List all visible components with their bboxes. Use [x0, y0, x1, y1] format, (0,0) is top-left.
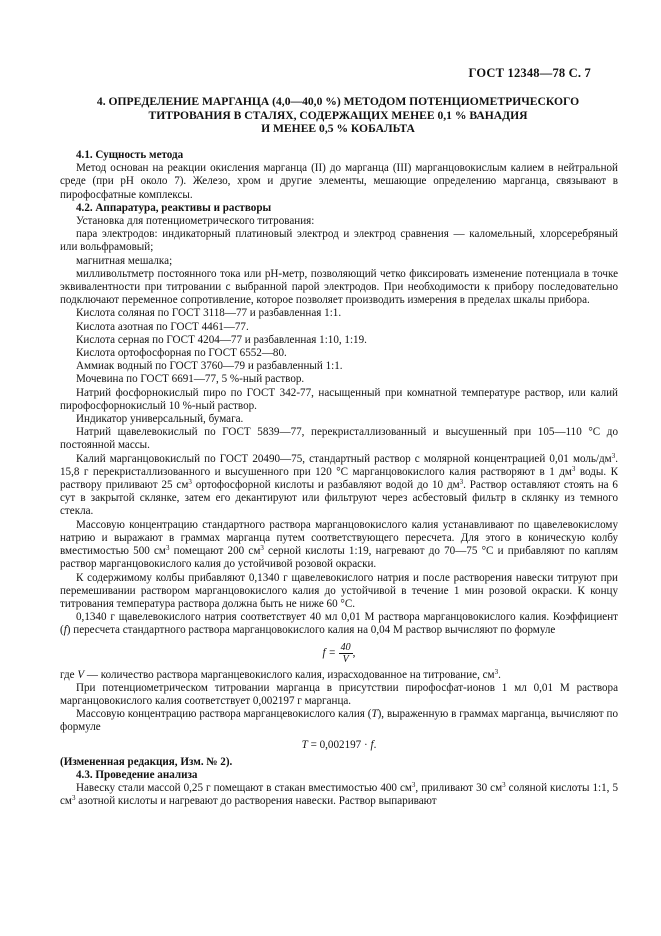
paragraph: Метод основан на реакции окисления марганца (II) до марганца (III) марганцовокислым калием в нейтральной среде (при pH около 7). Железо, хром и другие элементы, мешающие определению марганца, связывают в пирофосфатные комплексы. [60, 162, 618, 201]
formula-tail: , [352, 646, 356, 659]
text-run: воды. К раствору приливают 25 см [60, 465, 619, 492]
formula-lhs: f = [322, 646, 336, 659]
amendment-note: (Измененная редакция, Изм. № 2). [60, 755, 233, 768]
paragraph: Установка для потенциометрического титрования: [76, 215, 315, 228]
formula-rhs: = 0,002197 · [307, 738, 371, 751]
subsection-heading: 4.1. Сущность метода [76, 149, 184, 161]
superscript: 3 [165, 544, 170, 553]
paragraph: милливольтметр постоянного тока или pH-метр, позволяющий четко фиксировать изменение потенциала в точке эквивалентности при титровании с выбранной парой электродов. При необходимости к прибору последовательно подключают переменное сопротивление, которое позволяет производить измерения в пределах шкалы прибора. [60, 267, 618, 307]
reagent-item: Натрий фосфорнокислый пиро по ГОСТ 342-77, насыщенный при комнатной температуре раствор, или калий пирофосфорнокислый 10 %-ный раствор. [60, 386, 618, 412]
superscript: 3 [571, 464, 576, 473]
text-run: ортофосфорной кислоты и разбавляют водой до 10 дм [191, 479, 460, 492]
text-run: соляной кислоты 1:1, 5 см [60, 782, 619, 808]
paragraph: При потенциометрическом титровании марганца в присутствии пирофосфат-ионов 1 мл 0,01 М раствора марганцовокислого калия соответствует 0,002197 г марганца. [60, 681, 618, 707]
superscript: 3 [611, 451, 616, 460]
text-run: Калий марганцовокислый по ГОСТ 20490—75, стандартный раствор с молярной концентрацией 0,01 моль/дм [76, 452, 612, 465]
page-header: ГОСТ 12348—78 С. 7 [468, 66, 591, 80]
variable-t: T [371, 708, 378, 721]
paragraph: К содержимому колбы прибавляют 0,1340 г щавелевокислого натрия и после растворения навески титруют при перемешивании раствором марганцовокислого калия до устойчивой в течение 1 мин розовой окраски. К концу титрования температура раствора должна быть не ниже 60 °С. [60, 571, 618, 610]
paragraph: пара электродов: индикаторный платиновый электрод и электрод сравнения — каломельный, хлорсеребряный или вольфрамовый; [60, 228, 618, 254]
document-body [60, 149, 618, 809]
reagent-item: Кислота серная по ГОСТ 4204—77 и разбавленная 1:10, 1:19. [76, 333, 367, 346]
paragraph [60, 611, 618, 637]
fraction-numerator: 40 [340, 641, 351, 653]
paragraph [60, 519, 618, 572]
reagent-item: Кислота азотная по ГОСТ 4461—77. [76, 320, 249, 333]
superscript: 3 [459, 478, 464, 487]
reagent-item: Индикатор универсальный, бумага. [76, 413, 244, 426]
superscript: 3 [411, 781, 416, 790]
section-title-line: ТИТРОВАНИЯ В СТАЛЯХ, СОДЕРЖАЩИХ МЕНЕЕ 0,1 % ВАНАДИЯ [148, 108, 528, 122]
superscript: 3 [188, 478, 192, 487]
fraction [339, 642, 353, 665]
text-run: Массовую концентрацию раствора марганцевокислого калия ( [76, 708, 372, 721]
reagent-item: Аммиак водный по ГОСТ 3760—79 и разбавленный 1:1. [76, 360, 343, 373]
superscript: 3 [260, 544, 264, 553]
subsection-heading: 4.2. Аппаратура, реактивы и растворы [76, 201, 272, 214]
reagent-item: Кислота соляная по ГОСТ 3118—77 и разбавленная 1:1. [76, 307, 342, 320]
text-run: . Раствор оставляют стоять на 6 сут в закрытой склянке, затем его декантируют или фильтруют через асбестовый фильтр в склянку из темного стекла. [60, 479, 618, 518]
text-run: . 15,8 г перекристаллизованного и высушенного при 120 °С марганцовокислого калия растворяют в 1 дм [60, 452, 618, 478]
formula-tail: . [373, 738, 377, 751]
paragraph [60, 453, 618, 519]
text-run: помещают 200 см [169, 545, 261, 558]
text-run: ) пересчета стандартного раствора марганцовокислого калия на 0,04 М раствор вычисляют по формуле [66, 624, 556, 637]
superscript: 3 [71, 794, 76, 803]
superscript: 3 [502, 781, 506, 790]
text-run: . [498, 668, 501, 681]
paragraph: магнитная мешалка; [76, 254, 173, 267]
text-run: серной кислоты 1:19, нагревают до 70—75 °С и прибавляют по каплям раствор марганцовокислого калия до устойчивой розовой окраски. [60, 545, 618, 571]
superscript: 3 [494, 667, 499, 676]
formula-t [60, 739, 618, 752]
text-run: Массовую концентрацию стандартного раствора марганцовокислого калия устанавливают по щавелевокислому натрию и выражают в граммах марганца путем соответствующего пересчета. Для этого в коническую колбу вместимостью 500 см [60, 518, 618, 558]
text-run: где [60, 668, 78, 681]
text-run: ), выраженную в граммах марганца, вычисляют по формуле [60, 708, 618, 734]
formula-lhs: T [301, 738, 308, 751]
fraction-denominator: V [342, 653, 349, 665]
variable-f: f [63, 624, 67, 637]
subsection-heading: 4.3. Проведение анализа [76, 768, 198, 781]
paragraph [60, 708, 618, 734]
text-run: азотной кислоты и нагревают до растворения навески. Раствор выпаривают [75, 795, 437, 808]
section-title [60, 95, 616, 136]
reagent-item: Мочевина по ГОСТ 6691—77, 5 %-ный раствор. [76, 373, 305, 386]
reagent-item: Натрий щавелевокислый по ГОСТ 5839—77, перекристаллизованный и высушенный при 105—110 °С до постоянной массы. [60, 426, 618, 452]
variable-v: V [77, 668, 85, 681]
paragraph [60, 669, 618, 682]
formula-f [60, 642, 618, 665]
text-run: , приливают 30 см [415, 782, 503, 795]
text-run: Навеску стали массой 0,25 г помещают в стакан вместимостью 400 см [76, 782, 412, 795]
text-run: — количество раствора марганцевокислого калия, израсходованное на титрование, см [84, 668, 495, 681]
reagent-item: Кислота ортофосфорная по ГОСТ 6552—80. [76, 347, 287, 360]
paragraph [60, 782, 618, 808]
section-title-line: И МЕНЕЕ 0,5 % КОБАЛЬТА [261, 122, 415, 135]
section-title-line: 4. ОПРЕДЕЛЕНИЕ МАРГАНЦА (4,0—40,0 %) МЕТОДОМ ПОТЕНЦИОМЕТРИЧЕСКОГО [96, 95, 580, 108]
variable-f: f [370, 738, 374, 751]
text-run: 0,1340 г щавелевокислого натрия соответствует 40 мл 0,01 М раствора марганцовокислого калия. Коэффициент ( [60, 611, 618, 637]
